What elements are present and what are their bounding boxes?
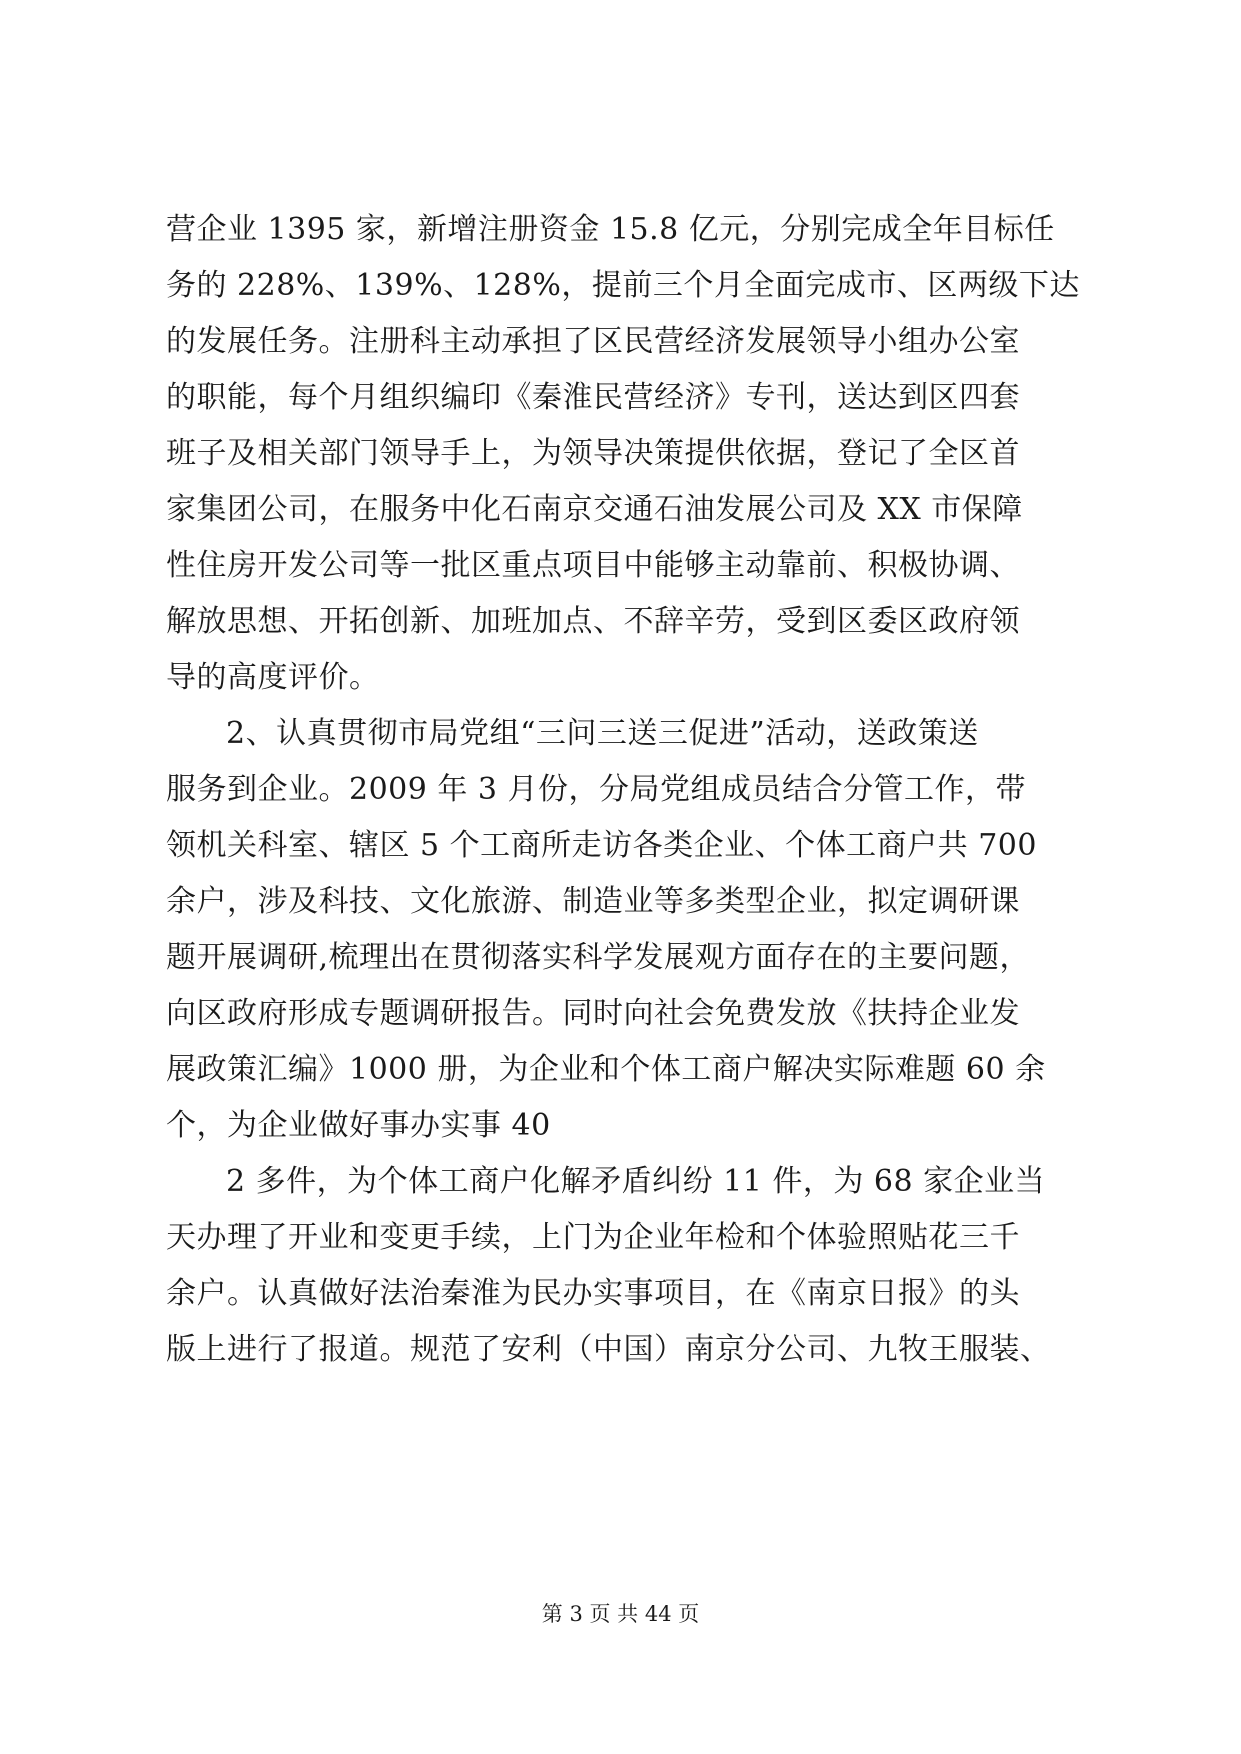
paragraph-2-line-3: 领机关科室、辖区 5 个工商所走访各类企业、个体工商户共 700 (166, 828, 1037, 863)
paragraph-3-line-2: 天办理了开业和变更手续，上门为企业年检和个体验照贴花三千 (166, 1220, 1020, 1255)
paragraph-3-line-4: 版上进行了报道。规范了安利（中国）南京分公司、九牧王服装、 (166, 1332, 1051, 1367)
paragraph-2-line-5: 题开展调研,梳理出在贯彻落实科学发展观方面存在的主要问题， (166, 940, 1031, 975)
paragraph-2-line-6: 向区政府形成专题调研报告。同时向社会免费发放《扶持企业发 (166, 996, 1020, 1031)
paragraph-2-line-2: 服务到企业。2009 年 3 月份，分局党组成员结合分管工作，带 (166, 772, 1027, 807)
paragraph-1-line-7: 性住房开发公司等一批区重点项目中能够主动靠前、积极协调、 (166, 548, 1020, 583)
paragraph-1-line-3: 的发展任务。注册科主动承担了区民营经济发展领导小组办公室 (166, 324, 1020, 359)
paragraph-1-line-6: 家集团公司，在服务中化石南京交通石油发展公司及 XX 市保障 (166, 492, 1023, 527)
page-number-footer: 第 3 页 共 44 页 (541, 1602, 700, 1626)
paragraph-1-line-4: 的职能，每个月组织编印《秦淮民营经济》专刊，送达到区四套 (166, 380, 1020, 415)
paragraph-3-line-3: 余户。认真做好法治秦淮为民办实事项目，在《南京日报》的头 (166, 1276, 1020, 1311)
paragraph-2-line-8: 个，为企业做好事办实事 40 (166, 1108, 551, 1143)
paragraph-1-line-5: 班子及相关部门领导手上，为领导决策提供依据，登记了全区首 (166, 436, 1020, 471)
paragraph-2-line-7: 展政策汇编》1000 册，为企业和个体工商户解决实际难题 60 余 (166, 1052, 1046, 1087)
paragraph-1-line-1: 营企业 1395 家，新增注册资金 15.8 亿元，分别完成全年目标任 (166, 212, 1055, 247)
paragraph-1-line-2: 务的 228%、139%、128%，提前三个月全面完成市、区两级下达 (166, 268, 1080, 303)
paragraph-1-line-9: 导的高度评价。 (166, 660, 380, 695)
paragraph-2-line-1: 2、认真贯彻市局党组“三问三送三促进”活动，送政策送 (226, 716, 979, 751)
paragraph-1-line-8: 解放思想、开拓创新、加班加点、不辞辛劳，受到区委区政府领 (166, 604, 1020, 639)
paragraph-2-line-4: 余户，涉及科技、文化旅游、制造业等多类型企业，拟定调研课 (166, 884, 1020, 919)
paragraph-3-line-1: 2 多件，为个体工商户化解矛盾纠纷 11 件，为 68 家企业当 (226, 1164, 1046, 1199)
